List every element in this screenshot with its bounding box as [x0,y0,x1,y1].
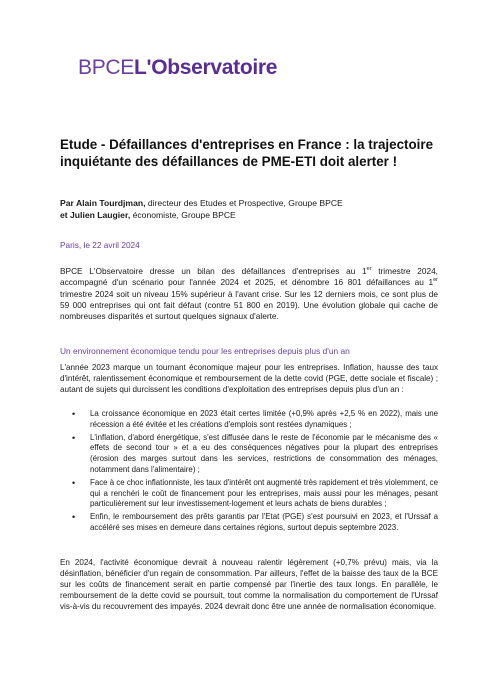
intro-sup-1: er [366,266,372,273]
author-line-1 [60,198,440,210]
bullet-marker: • [72,432,76,443]
list-item [60,478,438,510]
list-item-text: Face à ce choc inflationniste, les taux d'intérêt ont augmenté très rapidement et très violemment, ce qui a renchéri le coût de financement pour les entreprises, mais aussi pour les ménages, pesant particulièrement sur leur investissement-logement et leurs achats de biens durables ; [90,477,438,509]
body-paragraph-1: L'année 2023 marque un tournant économique majeur pour les entreprises. Inflation, hausse des taux d'intérêt, ralentissement économique et remboursement de la dette covid (PGE, dette sociale et fiscale) ; autant de sujets qui durcissent les conditions d'exploitation des entreprises depuis plus d'un an : [60,363,438,394]
list-item [60,433,438,476]
logo-bpce: BPCE [78,56,134,79]
list-item [60,409,438,431]
author-name-1: Alain Tourdjman, [75,198,146,208]
author-role-2: économiste, Groupe BPCE [130,209,236,220]
author-role-1: directeur des Etudes et Prospective, Groupe BPCE [145,198,343,208]
list-item-text: L'inflation, d'abord énergétique, s'est diffusée dans le reste de l'économie par le mécanisme des « effets de second tour » et a eu des conséquences négatives pour la plupart des entreprises (érosion des marges surtout dans les services, restrictions de consommation des ménages, notamment dans l'alimentaire) ; [90,432,438,474]
list-item-text: La croissance économique en 2023 était certes limitée (+0,9% après +2,5 % en 2022), mais une récession a été évitée et les créations d'emplois sont restées dynamiques ; [90,409,438,429]
intro-sup-2: er [433,277,438,284]
authors-block [60,198,440,221]
publication-date: Paris, le 22 avril 2024 [60,240,140,250]
document-title: Etude - Défaillances d'entreprises en France : la trajectoire inquiétante des défaillances de PME-ETI doit alerter ! [60,137,434,169]
author-name-2: et Julien Laugier, [60,209,131,220]
intro-paragraph [60,266,438,322]
bullet-marker: • [72,477,76,488]
author-prefix: Par [60,198,76,208]
intro-text-3: trimestre 2024 soit un niveau 15% supérieur à l'avant crise. Sur les 12 derniers mois, ce sont plus de 59 000 entreprises qui ont fait défaut (contre 51 800 en 2019). Une évolution globale qui cache de nombreuses disparités et surtout quelques signaux d'alerte. [60,288,438,322]
author-line-2 [60,210,440,222]
body-paragraph-2: En 2024, l'activité économique devrait à nouveau ralentir légèrement (+0,7% prévu) mais, via la désinflation, bénéficier d'un regain de consommation. Par ailleurs, l'effet de la baisse des taux de la BCE sur les coûts de financement serait en partie compensé par l'inertie des taux longs. En parallèle, le remboursement de la dette covid se poursuit, tout comme la normalisation du comportement de l'Urssaf vis-à-vis du recouvrement des impayés. 2024 devrait donc être une année de normalisation économique. [60,558,438,611]
logo-observatoire: L'Observatoire [134,56,278,79]
list-item-text: Enfin, le remboursement des prêts garantis par l'Etat (PGE) s'est poursuivi en 2023, et l'Urssaf a accéléré ses mises en demeure dans certaines régions, surtout depuis septembre 2023. [90,512,438,532]
intro-text-1: BPCE L'Observatoire dresse un bilan des défaillances d'entreprises au 1 [60,266,367,276]
list-item [60,512,438,534]
bullet-marker: • [72,512,76,523]
intro-text-2: trimestre 2024, accompagné d'un scénario pour l'année 2024 et 2025, et dénombre 16 801 défaillances au 1 [60,266,438,288]
section-heading: Un environnement économique tendu pour les entreprises depuis plus d'un an [60,346,350,356]
bpce-observatoire-logo [78,56,277,80]
bullet-list [60,409,438,536]
bullet-marker: • [72,409,76,419]
